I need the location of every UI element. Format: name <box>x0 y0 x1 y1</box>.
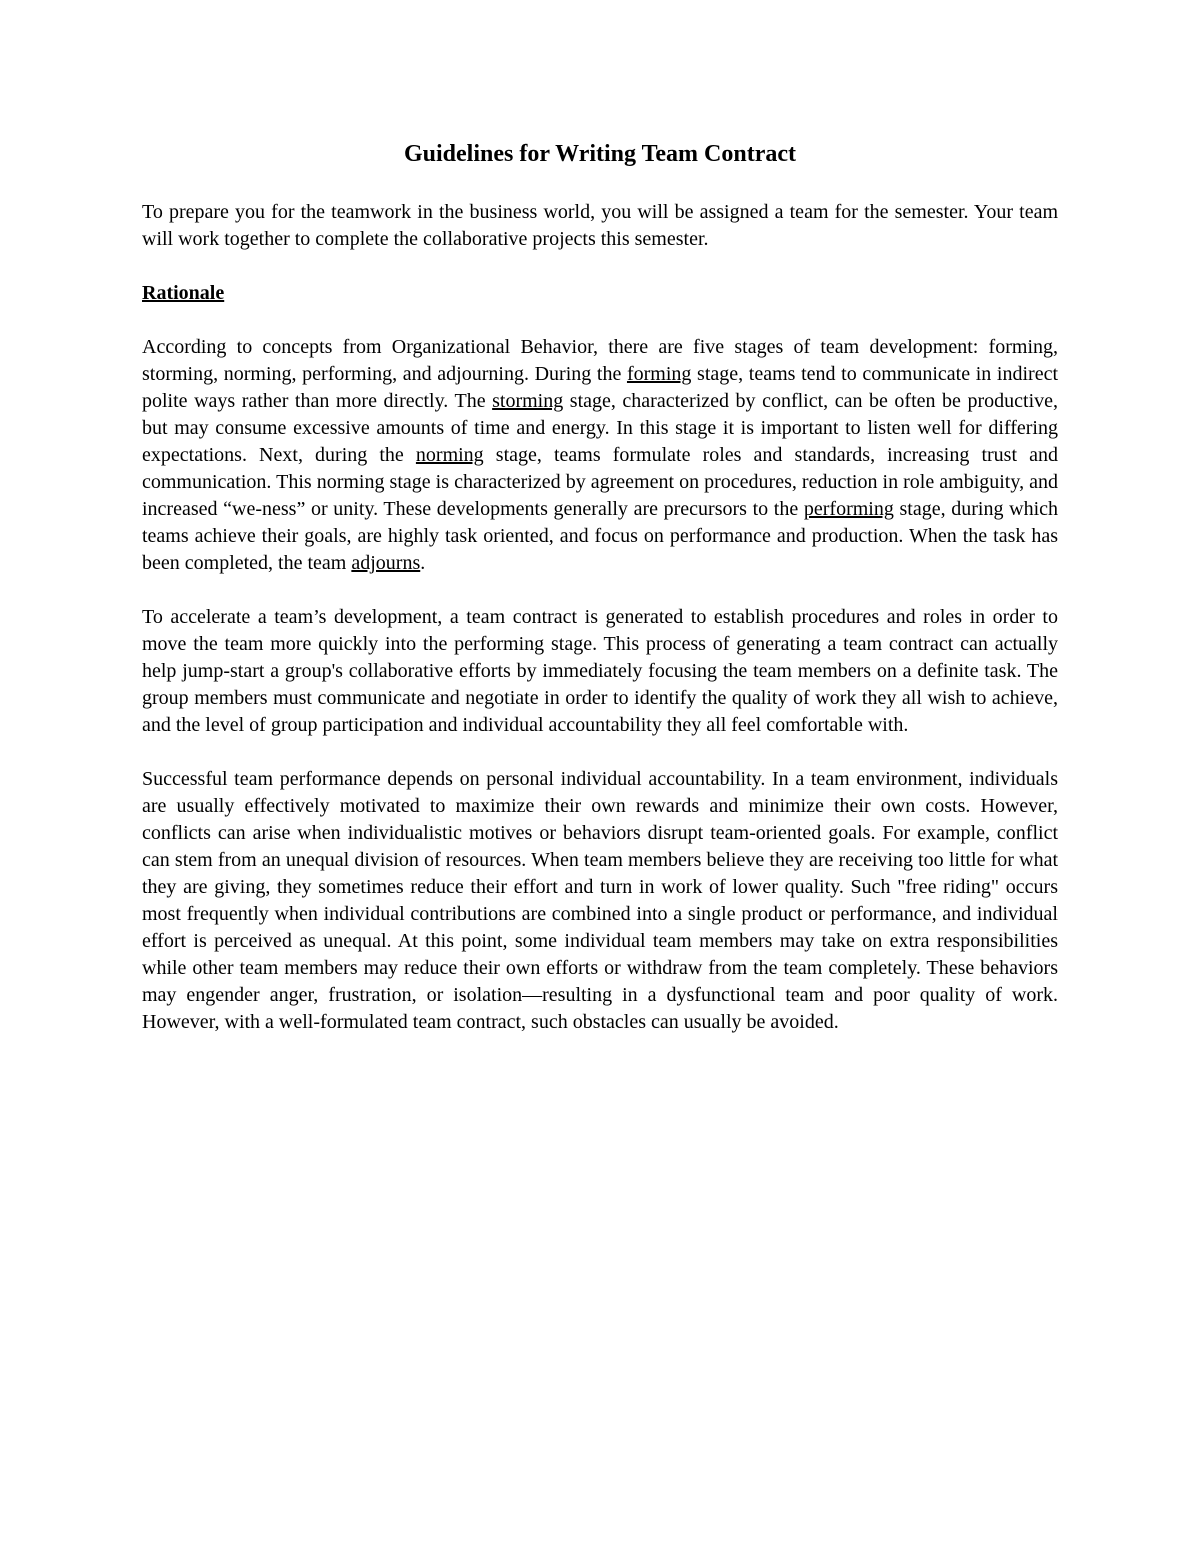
underlined-term-norming: norming <box>415 443 484 466</box>
stages-text: . <box>420 551 426 574</box>
stages-text: According to concepts from Organizational Behavior, there are five stages of team development: forming, storming, norming, performing, and adjourning. During the <box>142 335 1058 385</box>
stages-text: stage, characterized by conflict, can be often be productive, but may consume excessive amounts of time and energy. In this stage it is important to listen well for differing expectations. Next, during the <box>142 389 1058 466</box>
document-body <box>142 140 1058 1036</box>
stages-text: stage, teams tend to communicate in indirect polite ways rather than more directly. The <box>142 362 1058 412</box>
underlined-term-storming: storming <box>492 389 564 412</box>
accountability-paragraph: Successful team performance depends on personal individual accountability. In a team environment, individuals are usually effectively motivated to maximize their own rewards and minimize their own costs. However, conflicts can arise when individualistic motives or behaviors disrupt team-oriented goals. For example, conflict can stem from an unequal division of resources. When team members believe they are receiving too little for what they are giving, they sometimes reduce their effort and turn in work of lower quality. Such "free riding" occurs most frequently when individual contributions are combined into a single product or performance, and individual effort is perceived as unequal. At this point, some individual team members may take on extra responsibilities while other team members may reduce their own efforts or withdraw from the team completely. These behaviors may engender anger, frustration, or isolation—resulting in a dysfunctional team and poor quality of work. However, with a well-formulated team contract, such obstacles can usually be avoided. <box>142 767 1058 1033</box>
contract-paragraph: To accelerate a team’s development, a team contract is generated to establish procedures and roles in order to move the team more quickly into the performing stage. This process of generating a team contract can actually help jump-start a group's collaborative efforts by immediately focusing the team members on a definite task. The group members must communicate and negotiate in order to identify the quality of work they all wish to achieve, and the level of group participation and individual accountability they all feel comfortable with. <box>142 605 1058 736</box>
underlined-term-performing: performing <box>803 497 894 520</box>
underlined-term-forming: forming <box>626 362 692 385</box>
intro-paragraph: To prepare you for the teamwork in the business world, you will be assigned a team for the semester. Your team will work together to complete the collaborative projects this semester. <box>142 200 1058 250</box>
stages-paragraph <box>142 334 1058 577</box>
spacer <box>142 253 1058 280</box>
spacer <box>142 739 1058 766</box>
rationale-heading: Rationale <box>142 281 225 304</box>
stages-text: stage, during which teams achieve their goals, are highly task oriented, and focus on performance and production. When the task has been completed, the team <box>142 497 1059 574</box>
spacer <box>142 307 1058 334</box>
spacer <box>142 577 1058 604</box>
stages-text: stage, teams formulate roles and standards, increasing trust and communication. This norming stage is characterized by agreement on procedures, reduction in role ambiguity, and increased “we-ness” or unity. These developments generally are precursors to the <box>142 443 1058 520</box>
underlined-term-adjourns: adjourns <box>351 551 421 574</box>
document-title: Guidelines for Writing Team Contract <box>403 141 796 167</box>
